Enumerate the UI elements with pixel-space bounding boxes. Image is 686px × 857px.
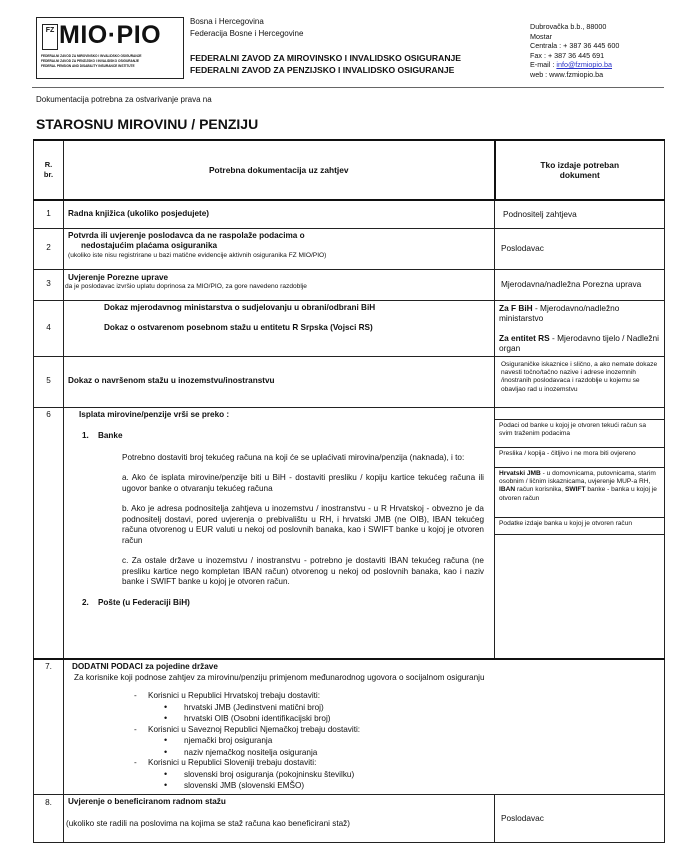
row-issuer: Za F BiH - Mjerodavno/nadležno ministarstvo Za entitet RS - Mjerodavno tijelo / Nadležni organ [495, 300, 665, 356]
issuer-bank: Podatke izdaje banka u kojoj je otvoren račun [495, 518, 664, 535]
website: web : www.fzmiopio.ba [530, 69, 604, 79]
header-country: Bosna i Hercegovina [190, 17, 264, 26]
header-contact [530, 22, 619, 79]
row-num: 5 [34, 356, 64, 407]
header-institute-2: FEDERALNI ZAVOD ZA PENZIJSKO I INVALIDSKO OSIGURANJE [190, 65, 455, 75]
email-link[interactable]: info@fzmiopio.ba [556, 60, 613, 69]
row-doc: Radna knjižica (ukoliko posjedujete) [64, 200, 495, 228]
row-num: 6 [34, 407, 64, 659]
header-num: R. br. [34, 140, 64, 200]
row-num: 3 [34, 269, 64, 300]
header-divider [32, 87, 664, 88]
row-doc: Uvjerenje Porezne uprave da je poslodavac izvršio uplatu doprinosa za MIO/PIO, za gore navedeno razdoblje [64, 269, 495, 300]
issuer-copy: Preslika / kopija - čitljivo i ne mora biti ovjereno [495, 448, 664, 468]
row-doc: Dokaz mjerodavnog ministarstva o sudjelovanju u obrani/odbrani BiH Dokaz o ostvarenom posebnom stažu u entitetu R Srpska (Vojsci RS) [64, 300, 495, 356]
row-num: 2 [34, 228, 64, 269]
logo-subtitle: FEDERALNI ZAVOD ZA MIROVINSKO I INVALIDSKO OSIGURANJE FEDERALNI ZAVOD ZA PENZIJSKO I INVALIDSKO OSIGURANJE FEDERAL PENSION AND DISABILITY INSURANCE INSTITUTE [41, 54, 142, 68]
row-doc: Dokaz o navršenom stažu u inozemstvu/inostranstvu [64, 356, 495, 407]
issuer-bank-data: Podaci od banke u kojoj je otvoren tekući račun sa svim traženim podacima [495, 420, 664, 448]
header-issuer: Tko izdaje potreban dokument [495, 140, 665, 200]
table-row [34, 200, 665, 228]
address: Dubrovačka b.b., 88000 [530, 22, 607, 31]
header-institute-1: FEDERALNI ZAVOD ZA MIROVINSKO I INVALIDSKO OSIGURANJE [190, 53, 462, 63]
row-doc: Uvjerenje o beneficiranom radnom stažu (ukoliko ste radili na poslovima na kojima se staž računa kao beneficirani staž) [64, 794, 495, 842]
row-num: 7. [34, 659, 64, 794]
row-num: 8. [34, 794, 64, 842]
table-row [34, 300, 665, 356]
row-additional-info: DODATNI PODACI za pojedine države Za korisnike koji podnose zahtjev za mirovinu/penziju primjenom međunarodnog ugovora o socijalnom osiguranju - Korisnici u Republici Hrvatskoj trebaju dostaviti: • hrvatski JMB (Jedinstveni matični broj) • hrvatski OIB (Osobni identifikacijski broj) - Korisnici u Saveznoj Republici Njemačkoj trebaju dostaviti: • njemački broj osiguranja • naziv njemačkog nositelja osiguranja - Korisnici u Republici Sloveniji trebaju dostaviti: • slovenski broj osiguranja (pokojninsku številku) • slovenski JMB (slovenski EMŠO) [64, 659, 665, 794]
row-issuer: Mjerodavna/nadležna Porezna uprava [495, 269, 665, 300]
fax: Fax : + 387 36 445 691 [530, 50, 605, 60]
table-row [34, 228, 665, 269]
institute-logo [36, 17, 184, 79]
header-federation: Federacija Bosne i Hercegovine [190, 29, 304, 38]
row-num: 1 [34, 200, 64, 228]
row-issuer: Poslodavac [495, 794, 665, 842]
row-issuer: Poslodavac [495, 228, 665, 269]
phone: Centrala : + 387 36 445 600 [530, 41, 620, 50]
row-issuer: Osiguraničke iskaznice i slično, a ako nemate dokaze navesti točno/tačno nazive i adrese inozemnih /inostranih poslodavaca i razdoblje u kojemu se obavljao rad u inozemstvu [495, 356, 665, 407]
row-doc: Isplata mirovine/penzije vrši se preko : 1. Banke Potrebno dostaviti broj tekućeg računa na koji će se uplaćivati mirovina/penzija (naknada), i to: a. Ako će isplata mirovine/penzije biti u BiH - dostaviti presliku / kopiju kartice tekućeg računa ili ugovor banke o otvaranju tekućeg računa b. Ako je adresa podnositelja zahtjeva u inozemstvu / inostranstvu - u R Hrvatskoj - obvezno je da podnositelj dostavi, pored uvjerenja o prebivalištu u RH, i hrvatski JMB (ne OIB), IBAN tekućeg računa otvorenog u EUR valuti u nekoj od poslovnih banaka, kao i SWIFT banke u kojoj je otvoren račun c. Za ostale države u inozemstvu / inostranstvu - potrebno je dostaviti IBAN tekućeg računa (ne presliku kartice nego kompletan IBAN račun) otvorenog u nekoj od poslovnih banaka, kao i naziv banke i SWIFT banke u kojoj je otvoren račun. 2. Pošte (u Federaciji BiH) [64, 407, 495, 659]
doc-intro: Dokumentacija potrebna za ostvarivanje prava na [36, 95, 212, 104]
logo-fz-mark: FZ [42, 24, 58, 50]
doc-title: STAROSNU MIROVINU / PENZIJU [36, 116, 259, 132]
table-row [34, 269, 665, 300]
documents-table [33, 139, 665, 843]
header-docs: Potrebna dokumentacija uz zahtjev [64, 140, 495, 200]
table-row [34, 407, 665, 659]
table-row [34, 356, 665, 407]
table-row [34, 794, 665, 842]
row-num: 4 [34, 300, 64, 356]
table-header-row [34, 140, 665, 200]
issuer-croatia: Hrvatski JMB - u domovnicama, putovnicama, starim osobnim / ličnim iskaznicama, uvjerenje MUP-a RH, IBAN račun korisnika, SWIFT banke - banka u kojoj je otvoren račun [495, 468, 664, 518]
table-row [34, 659, 665, 794]
logo-wordmark: MIO·PIO [59, 21, 162, 49]
row-doc: Potvrda ili uvjerenje poslodavca da ne raspolaže podacima o nedostajućim plaćama osiguranika (ukoliko iste nisu registrirane u bazi matične evidencije aktivnih osiguranika FZ MIO/PIO) [64, 228, 495, 269]
row-issuer: Podnositelj zahtjeva [495, 200, 665, 228]
row-issuer [495, 407, 665, 659]
city: Mostar [530, 31, 552, 41]
email-label: E-mail : [530, 60, 555, 69]
